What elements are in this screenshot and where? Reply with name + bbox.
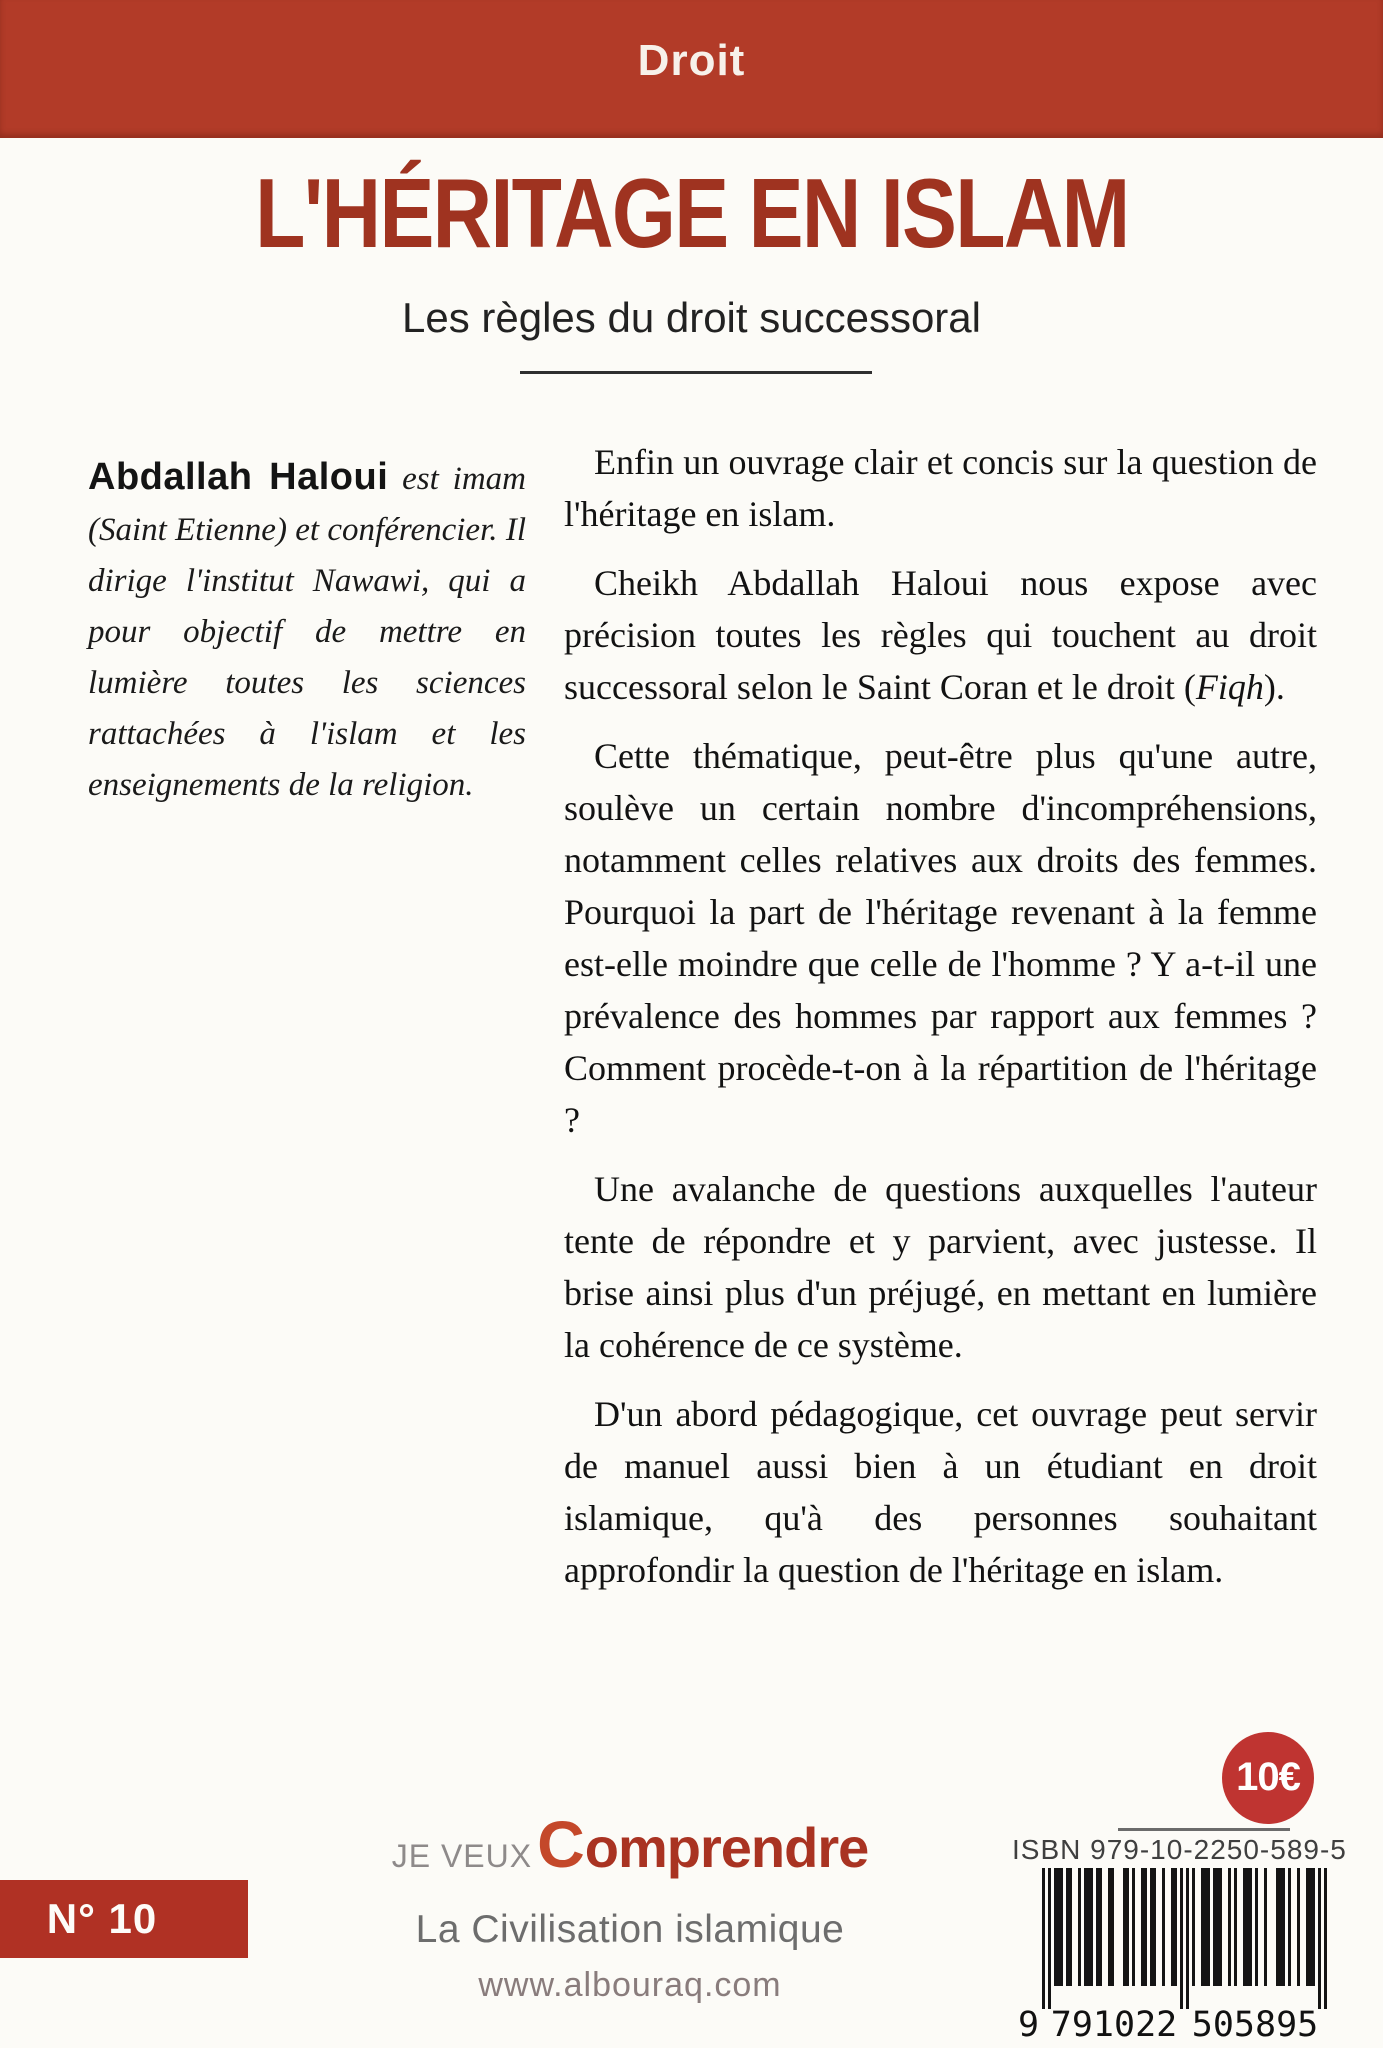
body-paragraph: Une avalanche de questions auxquelles l'auteur tente de répondre et y parvient, avec justesse. Il brise ainsi plus d'un préjugé, en mettant en lumière la cohérence de ce système. xyxy=(564,1169,1317,1365)
author-bio xyxy=(88,452,526,811)
svg-text:791022: 791022 xyxy=(1050,2005,1178,2040)
series-number-box xyxy=(0,1880,248,1958)
author-bio-text: est imam (Saint Etienne) et conférencier. Il dirige l'institut Nawawi, qui a pour objectif de mettre en lumière toutes les sciences rattachées à l'islam et les enseignements de la religion. xyxy=(88,461,526,803)
author-name: Abdallah Haloui xyxy=(88,456,389,498)
isbn-block xyxy=(1012,1834,1347,2040)
svg-text:505895: 505895 xyxy=(1191,2005,1319,2040)
category-label: Droit xyxy=(637,36,746,85)
body-paragraph: Cette thématique, peut-être plus qu'une autre, soulève un certain nombre d'incompréhensions, notamment celles relatives aux droits des femmes. Pourquoi la part de l'héritage revenant à la femme est-elle moindre que celle de l'homme ? Y a-t-il une prévalence des hommes par rapport aux femmes ? Comment procède-t-on à la répartition de l'héritage ? xyxy=(564,736,1317,1140)
collection-label: La Civilisation islamique xyxy=(415,1908,845,1951)
price-label: 10€ xyxy=(1236,1754,1300,1799)
page-title xyxy=(0,158,1383,268)
series-number-label: N° 10 xyxy=(46,1895,158,1942)
category-banner xyxy=(0,0,1383,138)
book-title: L'HÉRITAGE EN ISLAM xyxy=(254,158,1129,268)
divider-rule xyxy=(520,371,872,374)
synopsis xyxy=(564,436,1317,1613)
barcode xyxy=(1012,1868,1338,2040)
logo-name-label: omprendre xyxy=(584,1816,869,1879)
isbn-label: ISBN 979-10-2250-589-5 xyxy=(1012,1834,1347,1865)
website-label: www.albouraq.com xyxy=(478,1966,782,2004)
price-badge xyxy=(1222,1732,1314,1824)
svg-text:9: 9 xyxy=(1018,2005,1040,2040)
book-subtitle: Les règles du droit successoral xyxy=(402,294,981,341)
body-paragraph: D'un abord pédagogique, cet ouvrage peut servir de manuel aussi bien à un étudiant en droit islamique, qu'à des personnes souhaitant approfondir la question de l'héritage en islam. xyxy=(564,1394,1317,1590)
logo-prefix-label: JE VEUX xyxy=(391,1838,533,1874)
logo-initial: C xyxy=(537,1807,585,1881)
body-paragraph: Cheikh Abdallah Haloui nous expose avec précision toutes les règles qui touchent au droit successoral selon le Saint Coran et le droit (Fiqh). xyxy=(564,563,1317,707)
publisher-logo xyxy=(260,1806,1000,1882)
body-paragraph: Enfin un ouvrage clair et concis sur la question de l'héritage en islam. xyxy=(564,442,1317,534)
barcode-sticker-edge xyxy=(1118,1828,1290,1831)
